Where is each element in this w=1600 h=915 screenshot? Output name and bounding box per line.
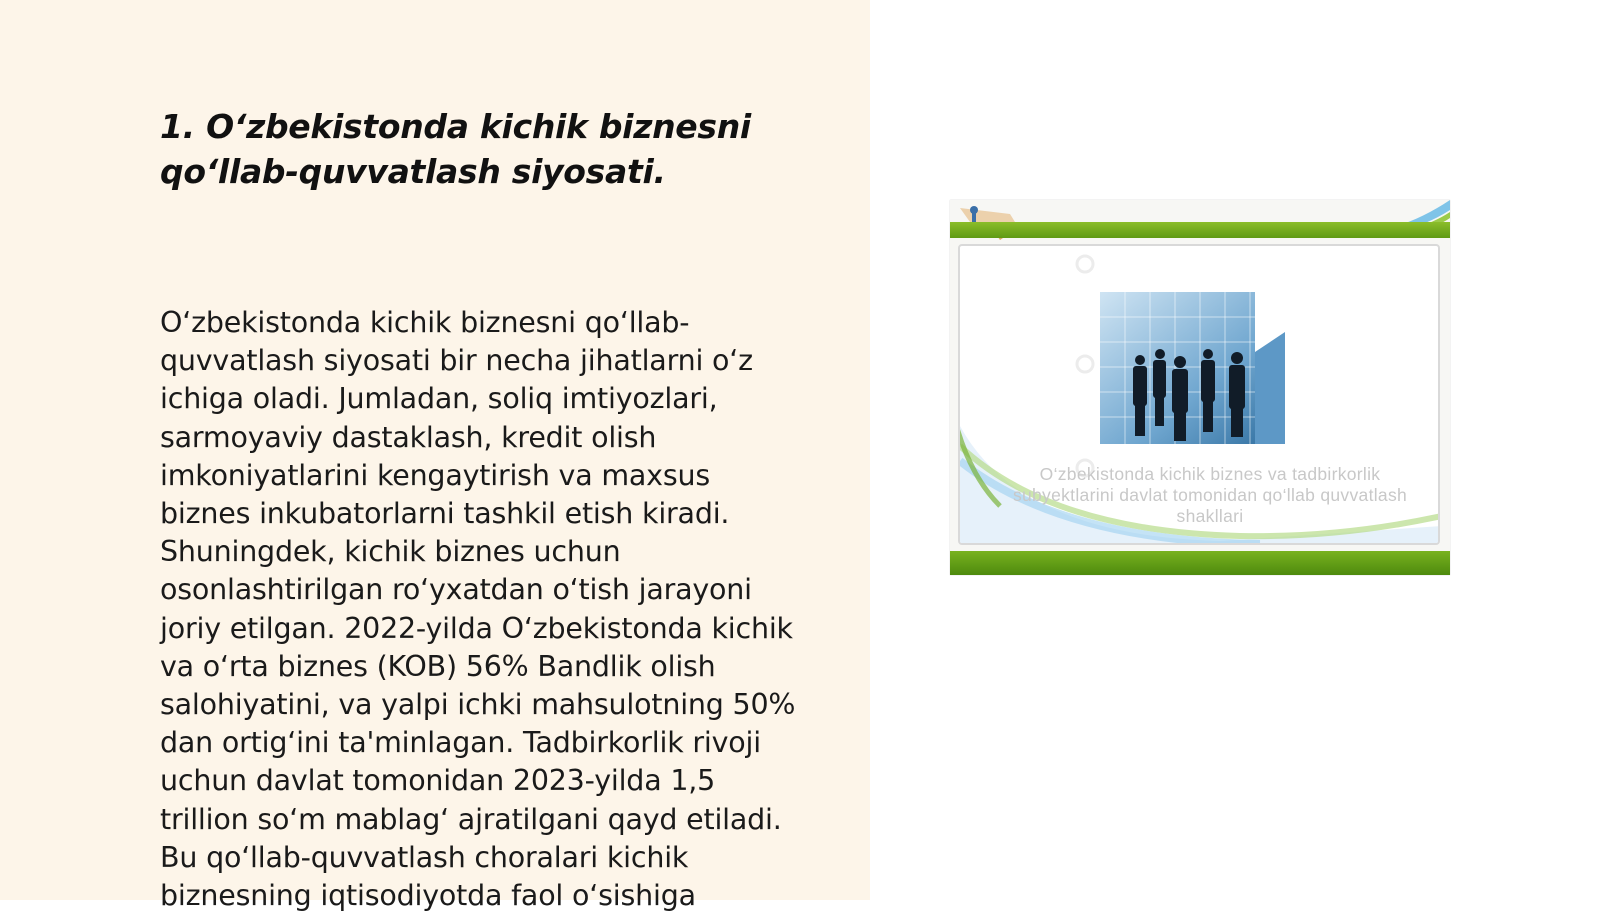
- slide-title: 1. O‘zbekistonda kichik biznesni qo‘llab-quvvatlash siyosati.: [160, 107, 751, 191]
- business-people-photo: [1100, 292, 1285, 444]
- slide-content-frame: [958, 244, 1440, 545]
- thumbnail-caption: O‘zbekistonda kichik biznes va tadbirkorlik subyektlarini davlat tomonidan qo‘llab quvvatlash shakllari: [1012, 464, 1408, 526]
- slide-body-text: O‘zbekistonda kichik biznesni qo‘llab- quvvatlash siyosati bir necha jihatlarni o‘z ichiga oladi. Jumladan, soliq imtiyozlari, sarmoyaviy dastaklash, kredit olish imkoniyatlarini kengaytirish va maxsus biznes inkubatorlarni tashkil etish kiradi. Shuningdek, kichik biznes uchun osonlashtirilgan ro‘yxatdan o‘tish jarayoni joriy etilgan. 2022-yilda O‘zbekistonda kichik va o‘rta biznes (KOB) 56% Bandlik olish salohiyatini, va yalpi ichki mahsulotning 50% dan ortig‘ini ta'minlagan. Tadbirkorlik rivoji uchun davlat tomonidan 2023-yilda 1,5 trillion so‘m mablag‘ ajratilgani qayd etiladi. Bu qo‘llab-quvvatlash choralari kichik biznesning iqtisodiyotda faol o‘sishiga: [160, 306, 796, 913]
- slide-bottom-bar: [950, 551, 1450, 575]
- slide-top-bar: [950, 222, 1450, 238]
- slide-thumbnail: [950, 200, 1450, 575]
